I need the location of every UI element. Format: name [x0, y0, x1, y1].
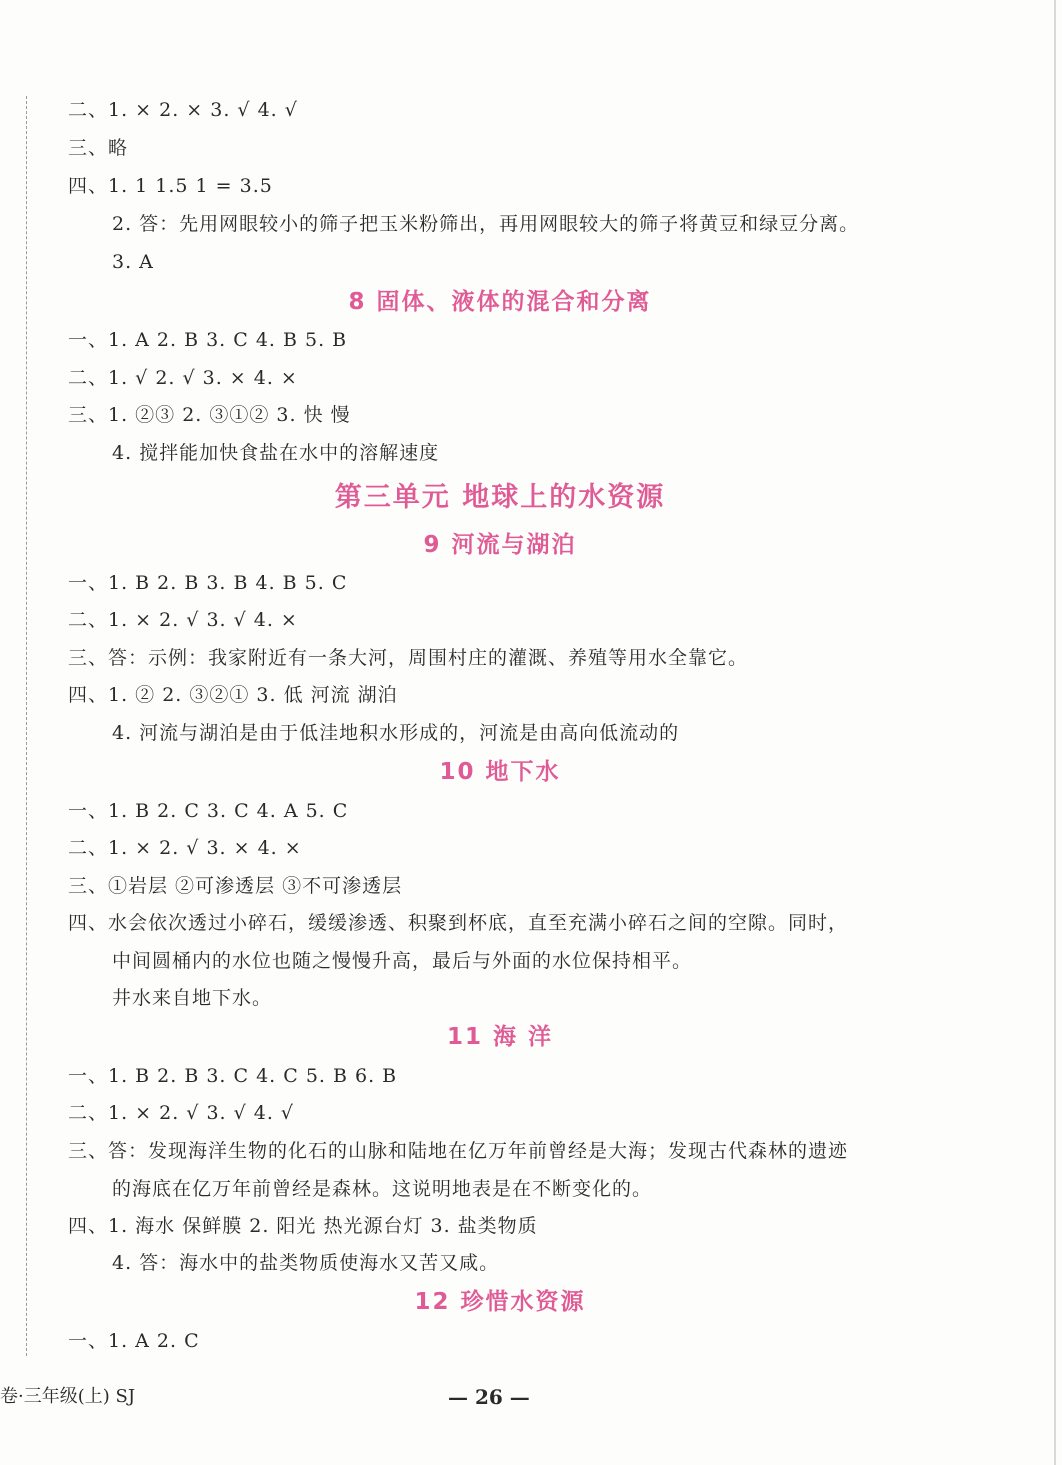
answer-line: 4. 河流与湖泊是由于低洼地积水形成的，河流是由高向低流动的 [112, 722, 680, 744]
answer-line: 二、1. × 2. √ 3. × 4. × [68, 837, 302, 859]
page-number: — 26 — [448, 1385, 530, 1409]
answer-line: 4. 答：海水中的盐类物质使海水又苦又咸。 [112, 1252, 500, 1274]
answer-line: 二、1. × 2. √ 3. √ 4. × [68, 609, 298, 631]
page-edge [1054, 0, 1056, 1465]
binding-dashed-line [26, 96, 27, 1356]
lesson-title: 9 河流与湖泊 [423, 532, 577, 558]
answer-line: 二、1. × 2. × 3. √ 4. √ [68, 99, 298, 121]
answer-line: 三、答：发现海洋生物的化石的山脉和陆地在亿万年前曾经是大海；发现古代森林的遗迹 [68, 1140, 849, 1162]
answer-line: 三、①岩层 ②可渗透层 ③不可渗透层 [68, 875, 403, 897]
answer-line: 四、1. 海水 保鲜膜 2. 阳光 热光源台灯 3. 盐类物质 [68, 1215, 538, 1237]
answer-line: 3. A [112, 251, 154, 273]
lesson-title: 10 地下水 [439, 759, 561, 785]
answer-line: 的海底在亿万年前曾经是森林。这说明地表是在不断变化的。 [112, 1178, 653, 1200]
answer-line: 二、1. × 2. √ 3. √ 4. √ [68, 1102, 295, 1124]
answer-line: 三、略 [68, 137, 129, 159]
answer-line: 中间圆桶内的水位也随之慢慢升高，最后与外面的水位保持相平。 [112, 950, 693, 972]
answer-line: 井水来自地下水。 [112, 987, 273, 1009]
answer-line: 二、1. √ 2. √ 3. × 4. × [68, 367, 298, 389]
footer-book-info: 卷·三年级(上) SJ [0, 1386, 136, 1407]
answer-line: 一、1. A 2. C [68, 1330, 200, 1352]
answer-line: 一、1. B 2. C 3. C 4. A 5. C [68, 800, 349, 822]
unit-title: 第三单元 地球上的水资源 [334, 482, 666, 513]
answer-line: 三、1. ②③ 2. ③①② 3. 快 慢 [68, 404, 351, 426]
answer-line: 四、1. ② 2. ③②① 3. 低 河流 湖泊 [68, 684, 398, 706]
answer-line: 4. 搅拌能加快食盐在水中的溶解速度 [112, 442, 440, 464]
answer-line: 一、1. B 2. B 3. B 4. B 5. C [68, 572, 348, 594]
answer-line: 四、水会依次透过小碎石，缓缓渗透、积聚到杯底，直至充满小碎石之间的空隙。同时， [68, 912, 849, 934]
lesson-title: 8 固体、液体的混合和分离 [348, 289, 652, 315]
answer-line: 一、1. A 2. B 3. C 4. B 5. B [68, 329, 348, 351]
answer-line: 四、1. 1 1.5 1 = 3.5 [68, 175, 273, 197]
lesson-title: 12 珍惜水资源 [414, 1289, 586, 1315]
answer-line: 2. 答：先用网眼较小的筛子把玉米粉筛出，再用网眼较大的筛子将黄豆和绿豆分离。 [112, 213, 860, 235]
answer-line: 一、1. B 2. B 3. C 4. C 5. B 6. B [68, 1065, 398, 1087]
answer-line: 三、答：示例：我家附近有一条大河，周围村庄的灌溉、养殖等用水全靠它。 [68, 647, 749, 669]
lesson-title: 11 海 洋 [446, 1024, 554, 1050]
